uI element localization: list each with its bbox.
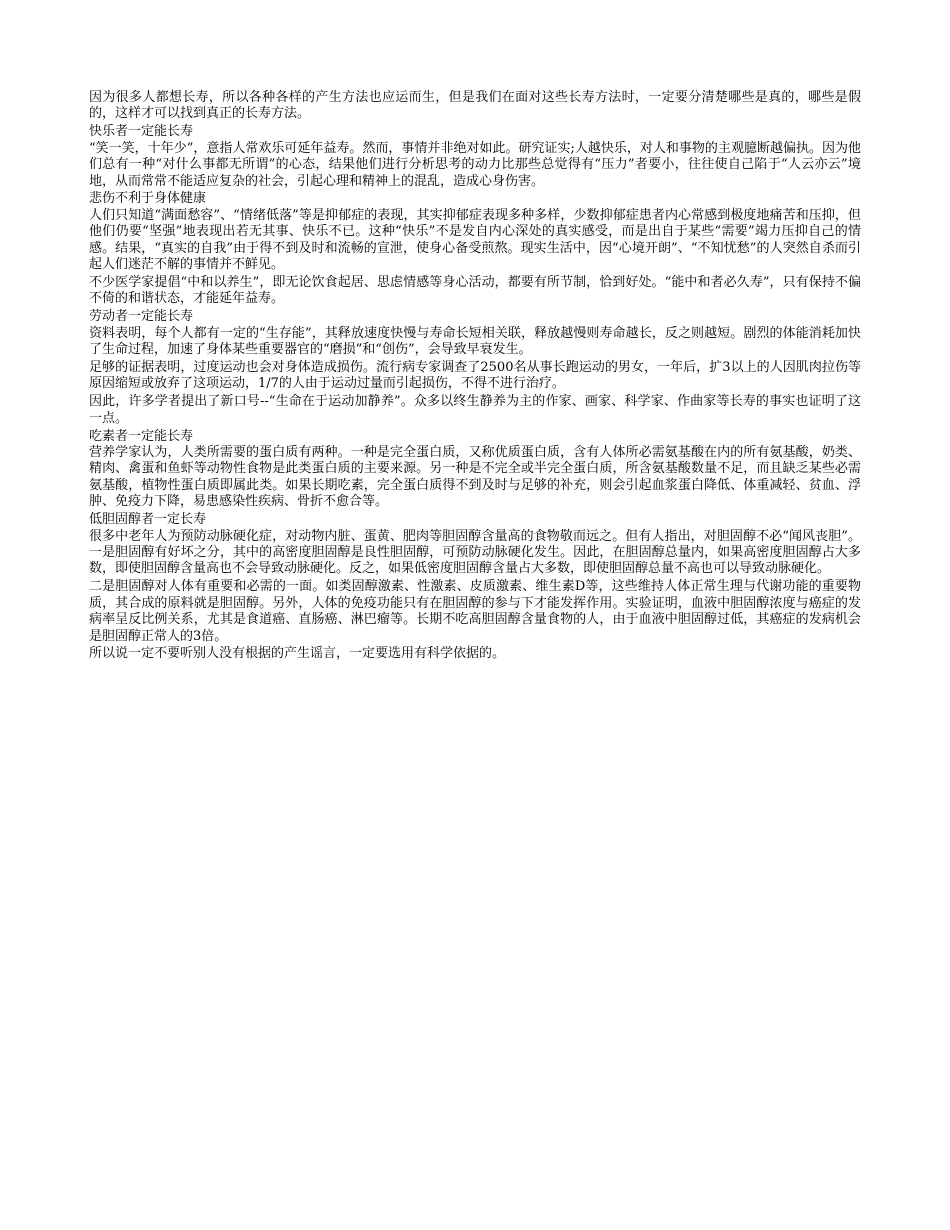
paragraph-labor-energy: 资料表明，每个人都有一定的“生存能”，其释放速度快慢与寿命长短相关联，释放越慢则寿命越长，反之则越短。剧烈的体能消耗加快了生命过程，加速了身体某些重要器官的“磨损”和“创伤”，会导致早衰发生。 <box>89 325 861 358</box>
section-heading-cholesterol: 低胆固醇者一定长寿 <box>89 512 207 528</box>
paragraph-cholesterol-one: 很多中老年人为预防动脉硬化症，对动物内脏、蛋黄、肥肉等胆固醇含量高的食物敬而远之。但有人指出，对胆固醇不必“闻风丧胆”。一是胆固醇有好坏之分，其中的高密度胆固醇是良性胆固醇，可预防动脉硬化发生。因此，在胆固醇总量内，如果高密度胆固醇占大多数，即使胆固醇含量高也不会导致动脉硬化。反之，如果低密度胆固醇含量占大多数，即使胆固醇总量不高也可以导致动脉硬化。 <box>89 528 861 577</box>
section-heading-happy: 快乐者一定能长寿 <box>89 124 194 140</box>
document-body <box>89 90 861 664</box>
paragraph-labor-evidence: 足够的证据表明，过度运动也会对身体造成损伤。流行病专家调查了2500名从事长跑运动的男女，一年后，扩3以上的人因肌肉拉伤等原因缩短或放弃了这项运动，1/7的人由于运动过量而引起损伤，不得不进行治疗。 <box>89 360 861 392</box>
paragraph-cholesterol-two: 二是胆固醇对人体有重要和必需的一面。如类固醇激素、性激素、皮质激素、维生素D等，这些维持人体正常生理与代谢功能的重要物质，其合成的原料就是胆固醇。另外，人体的免疫功能只有在胆固醇的参与下才能发挥作用。实验证明，血液中胆固醇浓度与癌症的发病率呈反比例关系，尤其是食道癌、直肠癌、淋巴瘤等。长期不吃高胆固醇含量食物的人，由于血液中胆固醇过低，其癌症的发病机会是胆固醇正常人的3倍。 <box>89 579 861 644</box>
conclusion-paragraph: 所以说一定不要听别人没有根据的产生谣言，一定要选用有科学依据的。 <box>89 646 506 662</box>
section-heading-vegetarian: 吃素者一定能长寿 <box>89 428 194 444</box>
section-heading-sadness: 悲伤不利于身体健康 <box>89 191 207 207</box>
paragraph-labor-slogan: 因此，许多学者提出了新口号--“生命在于运动加静养”。众多以终生静养为主的作家、画家、科学家、作曲家等长寿的事实也证明了这一点。 <box>89 394 861 426</box>
section-heading-labor: 劳动者一定能长寿 <box>89 309 194 325</box>
paragraph-balance: 不少医学家提倡“中和以养生”，即无论饮食起居、思虑情感等身心活动，都要有所节制，恰到好处。“能中和者必久寿”，只有保持不偏不倚的和谐状态，才能延年益寿。 <box>89 274 861 307</box>
paragraph-vegetarian: 营养学家认为，人类所需要的蛋白质有两种。一种是完全蛋白质，又称优质蛋白质，含有人体所必需氨基酸在内的所有氨基酸，奶类、精肉、禽蛋和鱼虾等动物性食物是此类蛋白质的主要来源。另一种是不完全或半完全蛋白质，所含氨基酸数量不足，而且缺乏某些必需氨基酸，植物性蛋白质即属此类。如果长期吃素，完全蛋白质得不到及时与足够的补充，则会引起血浆蛋白降低、体重减轻、贫血、浮肿、免疫力下降，易患感染性疾病、骨折不愈合等。 <box>89 445 861 510</box>
paragraph-sadness: 人们只知道“满面愁容”、“情绪低落”等是抑郁症的表现，其实抑郁症表现多种多样，少数抑郁症患者内心常感到极度地痛苦和压抑，但他们仍要“坚强”地表现出若无其事、快乐不已。这种“快乐”不是发自内心深处的真实感受，而是出自于某些“需要”竭力压抑自己的情感。结果，“真实的自我”由于得不到及时和流畅的宣泄，使身心备受煎熬。现实生活中，因“心境开朗”、“不知忧愁”的人突然自杀而引起人们迷茫不解的事情并不鲜见。 <box>89 207 861 273</box>
paragraph-happy: “笑一笑，十年少”，意指人常欢乐可延年益寿。然而，事情并非绝对如此。研究证实;人越快乐，对人和事物的主观臆断越偏执。因为他们总有一种“对什么事都无所谓”的心态，结果他们进行分析思考的动力比那些总觉得有“压力”者要小，往往使自己陷于“人云亦云”境地，从而常常不能适应复杂的社会，引起心理和精神上的混乱，造成心身伤害。 <box>89 140 861 189</box>
intro-paragraph: 因为很多人都想长寿，所以各种各样的产生方法也应运而生，但是我们在面对这些长寿方法时，一定要分清楚哪些是真的，哪些是假的，这样才可以找到真正的长寿方法。 <box>89 90 861 122</box>
